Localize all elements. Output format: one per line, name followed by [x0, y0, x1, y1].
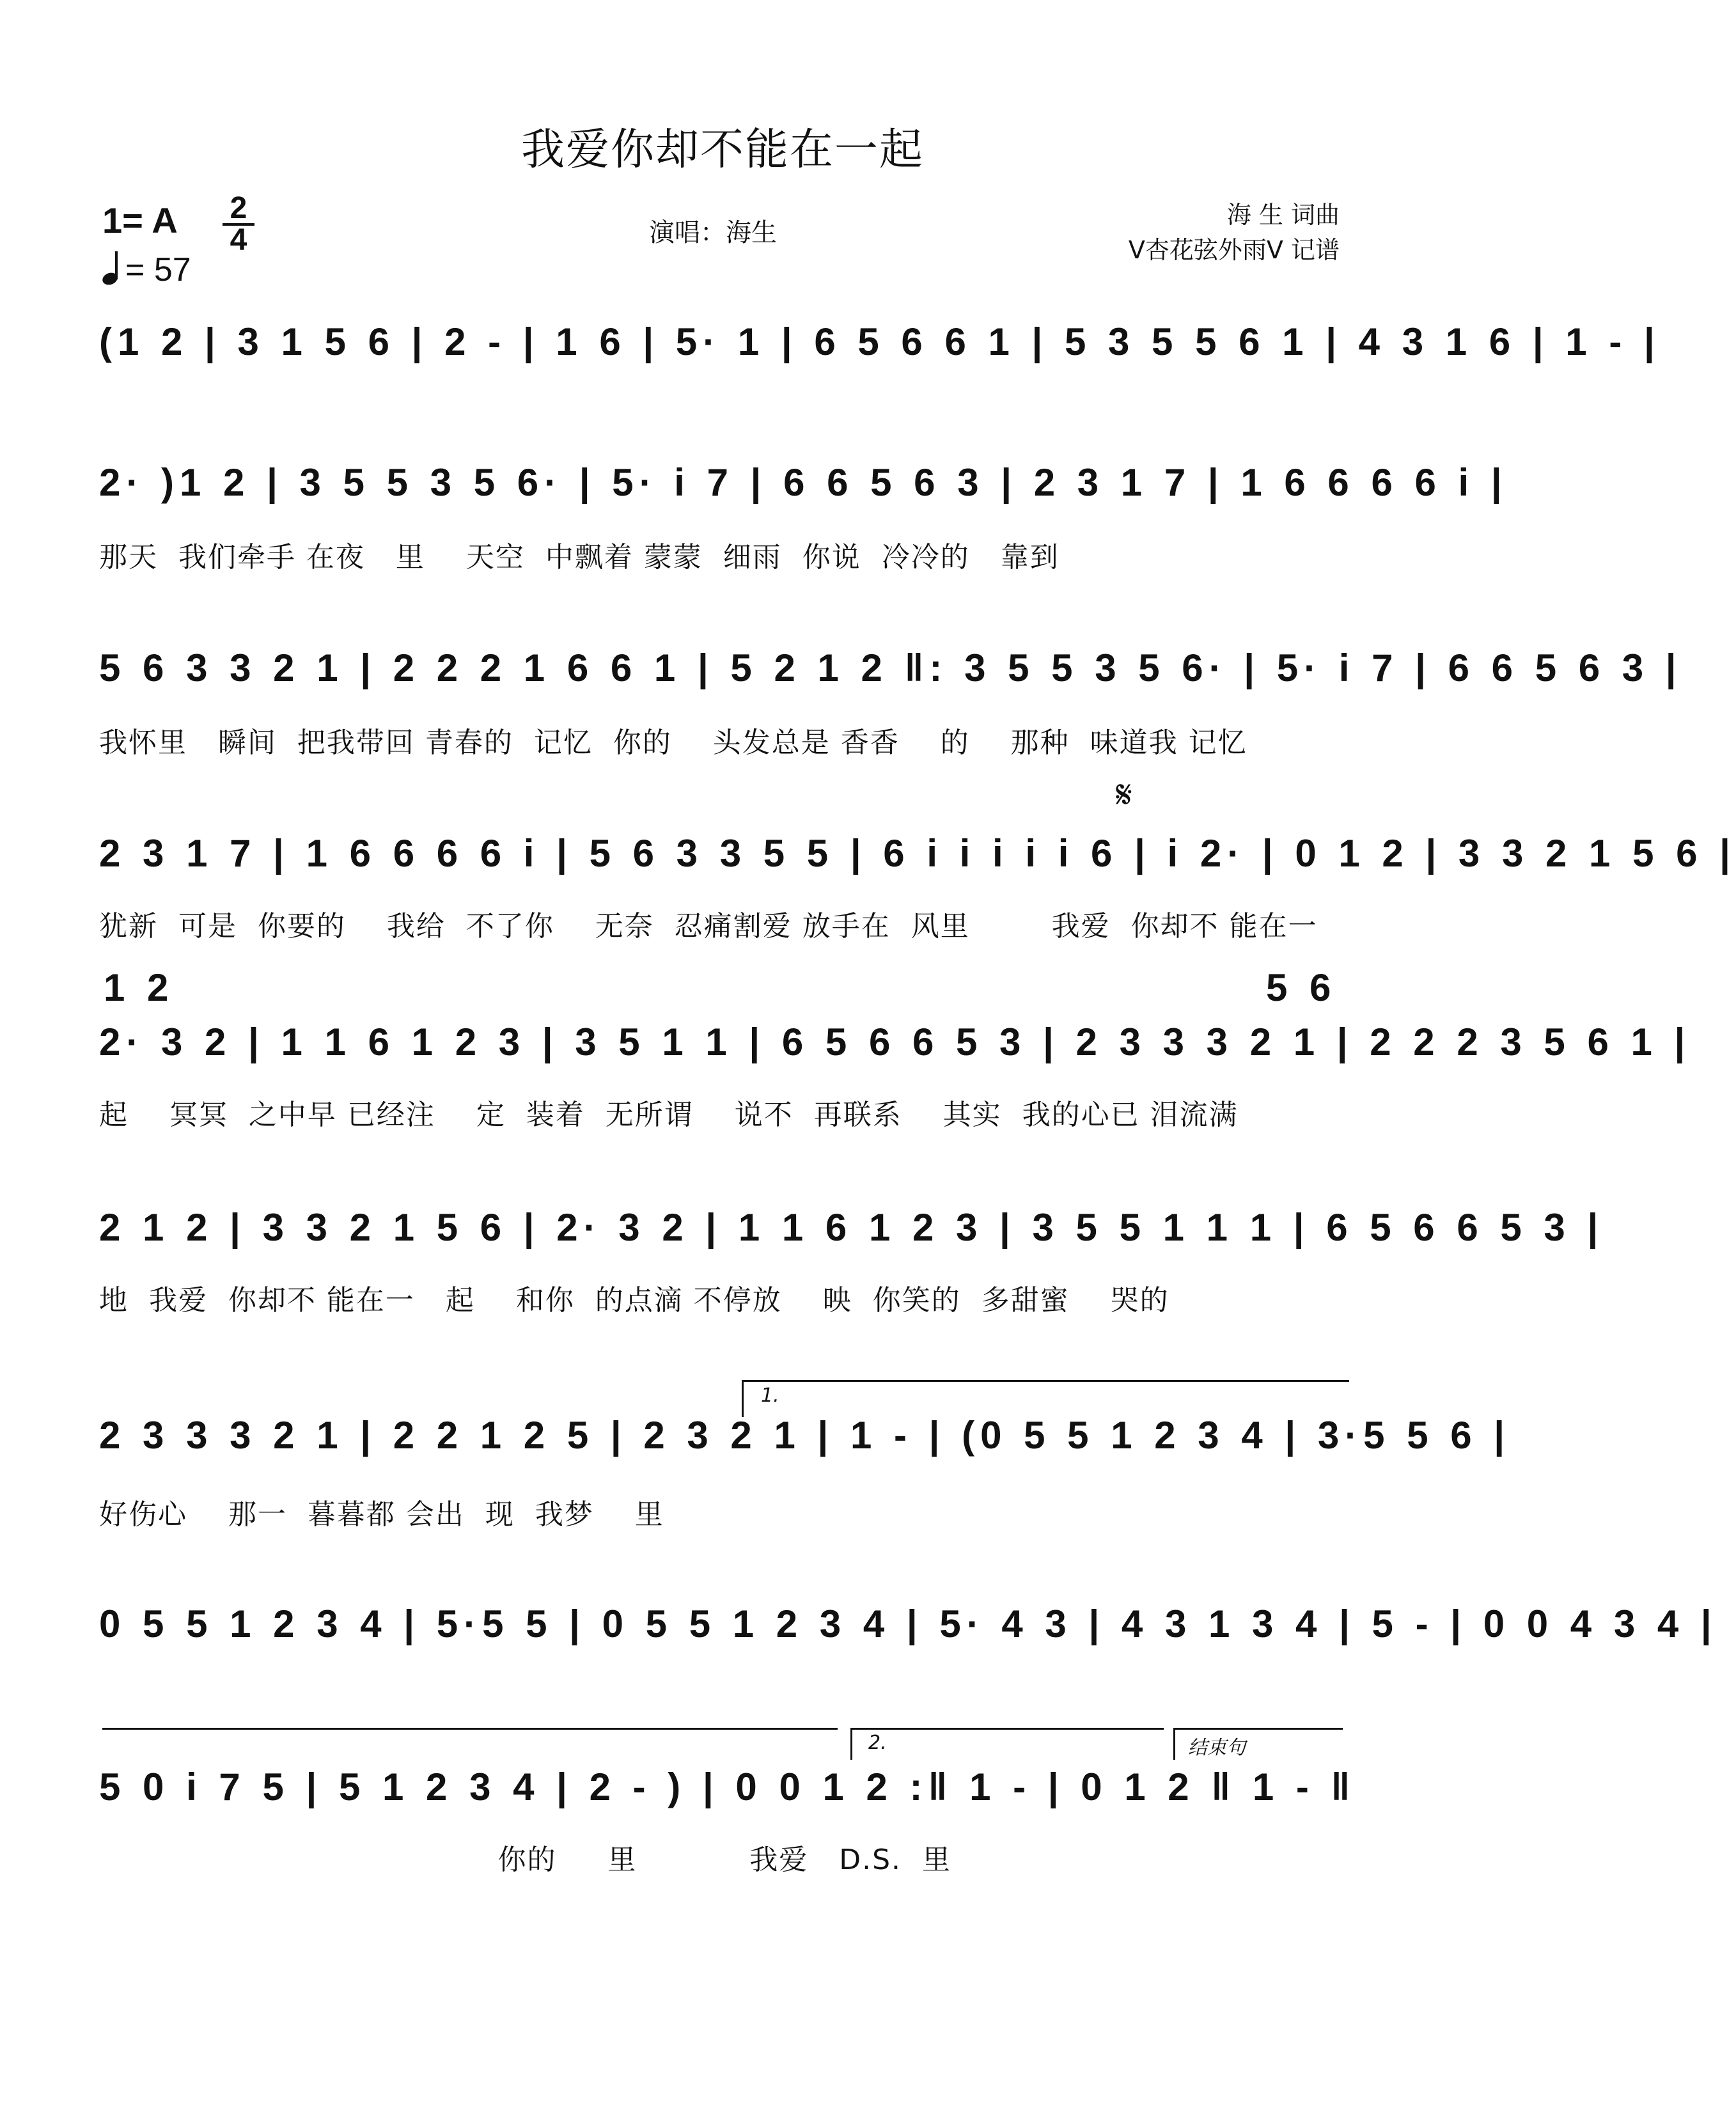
- lyricist-composer-credit: 海 生 词曲: [1226, 201, 1340, 229]
- notation-line: (1 2 | 3 1 5 6 | 2 - | 1 6 | 5· 1 | 6 5 6 6 1 | 5 3 5 5 6 1 | 4 3 1 6 | 1 - |: [99, 320, 1661, 363]
- coda-label: 结束句: [1188, 1737, 1246, 1759]
- volta-2-bracket-top: [850, 1728, 1164, 1730]
- transcriber-credit: V杏花弦外雨V 记谱: [1128, 236, 1340, 264]
- alternate-notes-left: 1 2: [104, 966, 175, 1009]
- volta-2-bracket-left: [850, 1728, 852, 1760]
- notation-line: 5 0 i 7 5 | 5 1 2 3 4 | 2 - ) | 0 0 1 2 :‖ 1 - | 0 1 2 ‖ 1 - ‖: [99, 1766, 1356, 1808]
- lyric-line: 起 冥冥 之中早 已经注 定 装着 无所谓 说不 再联系 其实 我的心已 泪流满: [99, 1099, 1239, 1131]
- time-signature-top: 2: [230, 191, 247, 225]
- singer-credit: 演唱：海生: [649, 218, 777, 247]
- lyric-line: 好伤心 那一 暮暮都 会出 现 我梦 里: [99, 1498, 664, 1531]
- quarter-note-icon: [102, 253, 119, 285]
- lyric-line: 那天 我们牵手 在夜 里 天空 中飘着 蒙蒙 细雨 你说 冷冷的 靠到: [99, 541, 1060, 574]
- notation-line: 5 6 3 3 2 1 | 2 2 2 1 6 6 1 | 5 2 1 2 ‖: 3 5 5 3 5 6· | 5· i 7 | 6 6 5 6 3 |: [99, 646, 1682, 689]
- key-signature: 1= A: [102, 200, 178, 240]
- alternate-notes-right: 5 6: [1266, 966, 1337, 1009]
- coda-bracket-left: [1173, 1728, 1175, 1760]
- lyric-line: 你的 里 我爱 D.S. 里: [99, 1844, 951, 1876]
- notation-line: 2 1 2 | 3 3 2 1 5 6 | 2· 3 2 | 1 1 6 1 2 3 | 3 5 5 1 1 1 | 6 5 6 6 5 3 |: [99, 1206, 1604, 1249]
- tempo-value: = 57: [125, 251, 191, 288]
- notation-line: 0 5 5 1 2 3 4 | 5·5 5 | 0 5 5 1 2 3 4 | 5· 4 3 | 4 3 1 3 4 | 5 - | 0 0 4 3 4 |: [99, 1602, 1717, 1645]
- tempo-marking: [102, 251, 191, 289]
- coda-bracket-top: [1173, 1728, 1343, 1730]
- volta-1-bracket-top: [742, 1380, 1349, 1382]
- time-signature: [223, 191, 254, 257]
- lyric-line: 地 我爱 你却不 能在一 起 和你 的点滴 不停放 映 你笑的 多甜蜜 哭的: [99, 1284, 1169, 1317]
- notation-line: 2 3 1 7 | 1 6 6 6 6 i | 5 6 3 3 5 5 | 6 i i i i i 6 | i 2· | 0 1 2 | 3 3 2 1 5 6 |: [99, 832, 1736, 875]
- notation-line: 2· )1 2 | 3 5 5 3 5 6· | 5· i 7 | 6 6 5 6 3 | 2 3 1 7 | 1 6 6 6 6 i |: [99, 461, 1508, 504]
- volta-1-continuation-line: [102, 1728, 838, 1730]
- lyric-line: 我怀里 瞬间 把我带回 青春的 记忆 你的 头发总是 香香 的 那种 味道我 记忆: [99, 726, 1247, 759]
- notation-line: 2 3 3 3 2 1 | 2 2 1 2 5 | 2 3 2 1 | 1 - | (0 5 5 1 2 3 4 | 3·5 5 6 |: [99, 1414, 1511, 1457]
- volta-2-label: 2.: [868, 1732, 887, 1754]
- time-signature-bottom: 4: [230, 223, 247, 257]
- notation-line: 2· 3 2 | 1 1 6 1 2 3 | 3 5 1 1 | 6 5 6 6 5 3 | 2 3 3 3 2 1 | 2 2 2 3 5 6 1 |: [99, 1021, 1691, 1063]
- lyric-line: 犹新 可是 你要的 我给 不了你 无奈 忍痛割爱 放手在 风里 我爱 你却不 能在一: [99, 910, 1318, 943]
- page-title: 我爱你却不能在一起: [520, 125, 924, 175]
- segno-icon: 𝄋: [1116, 772, 1132, 817]
- volta-1-label: 1.: [761, 1384, 779, 1407]
- volta-1-bracket-left: [742, 1380, 744, 1417]
